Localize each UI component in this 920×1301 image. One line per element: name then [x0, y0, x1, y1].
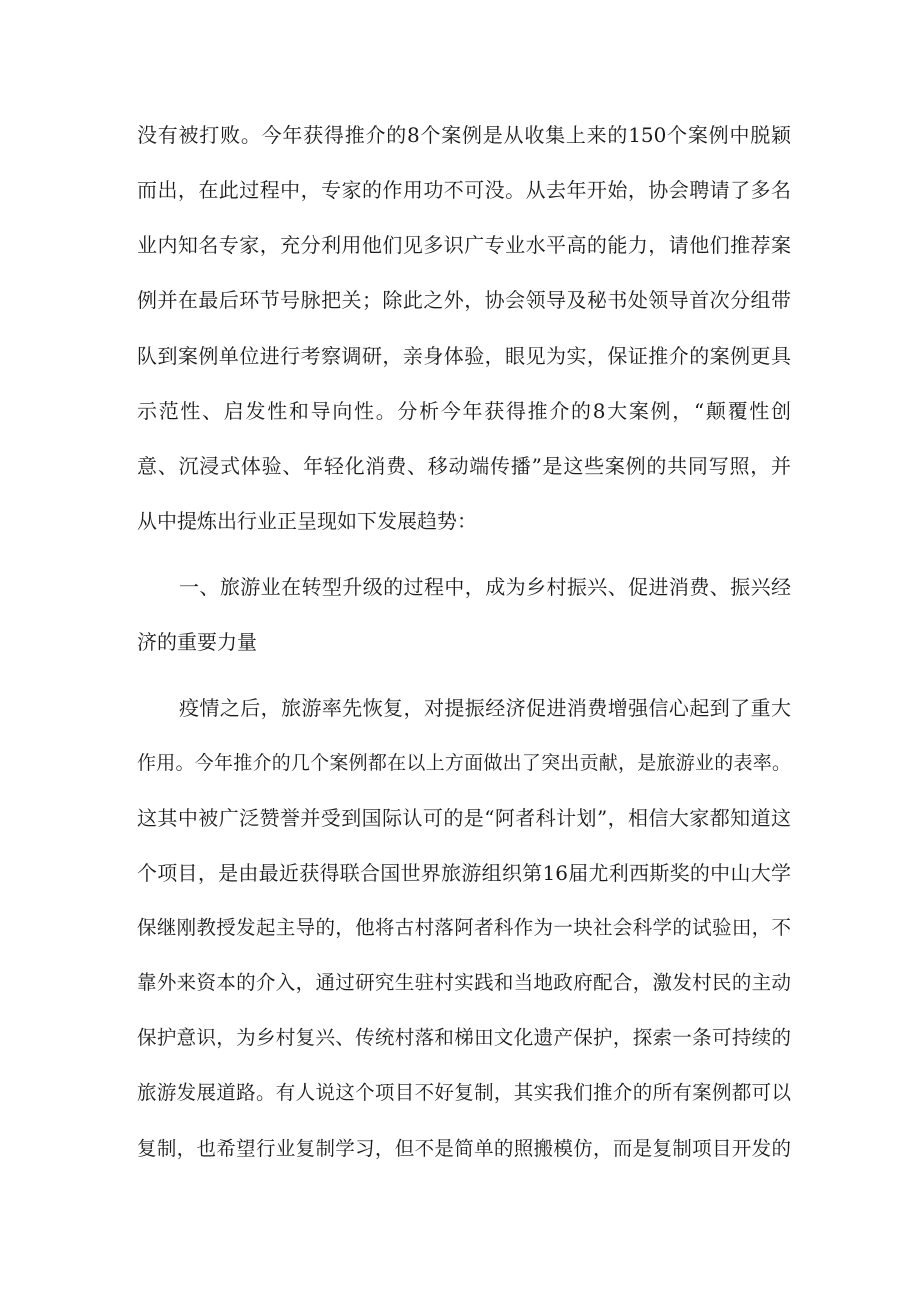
- paragraph-line: 意、沉浸式体验、年轻化消费、移动端传播”是这些案例的共同写照，并: [137, 454, 791, 478]
- paragraph-line: 靠外来资本的介入，通过研究生驻村实践和当地政府配合，激发村民的主动: [137, 971, 791, 994]
- paragraph-line: 复制，也希望行业复制学习，但不是简单的照搬模仿，而是复制项目开发的: [137, 1137, 791, 1160]
- paragraph-line: 个项目，是由最近获得联合国世界旅游组织第16届尤利西斯奖的中山大学: [137, 861, 791, 885]
- section-heading-line: 济的重要力量: [137, 630, 257, 654]
- paragraph-line: 这其中被广泛赞誉并受到国际认可的是“阿者科计划”，相信大家都知道这: [137, 806, 791, 830]
- paragraph-line: 业内知名专家，充分利用他们见多识广专业水平高的能力，请他们推荐案: [137, 233, 791, 257]
- paragraph-line: 而出，在此过程中，专家的作用功不可没。从去年开始，协会聘请了多名: [137, 178, 791, 202]
- paragraph-line: 作用。今年推介的几个案例都在以上方面做出了突出贡献，是旅游业的表率。: [137, 752, 791, 774]
- paragraph-line: 没有被打败。今年获得推介的8个案例是从收集上来的150个案例中脱颖: [137, 123, 791, 147]
- paragraph-line: 疫情之后，旅游率先恢复，对提振经济促进消费增强信心起到了重大: [179, 696, 791, 720]
- paragraph-line: 例并在最后环节号脉把关；除此之外，协会领导及秘书处领导首次分组带: [137, 288, 791, 312]
- paragraph-line: 保护意识，为乡村复兴、传统村落和梯田文化遗产保护，探索一条可持续的: [137, 1026, 791, 1049]
- paragraph-line: 队到案例单位进行考察调研，亲身体验，眼见为实，保证推介的案例更具: [137, 344, 791, 368]
- paragraph-line: 从中提炼出行业正呈现如下发展趋势：: [137, 509, 477, 533]
- section-heading-line: 一、旅游业在转型升级的过程中，成为乡村振兴、促进消费、振兴经: [179, 575, 791, 599]
- paragraph-line: 旅游发展道路。有人说这个项目不好复制，其实我们推介的所有案例都可以: [137, 1081, 791, 1104]
- paragraph-line: 保继刚教授发起主导的，他将古村落阿者科作为一块社会科学的试验田，不: [137, 916, 791, 939]
- paragraph-line: 示范性、启发性和导向性。分析今年获得推介的8大案例，“颠覆性创: [137, 399, 791, 423]
